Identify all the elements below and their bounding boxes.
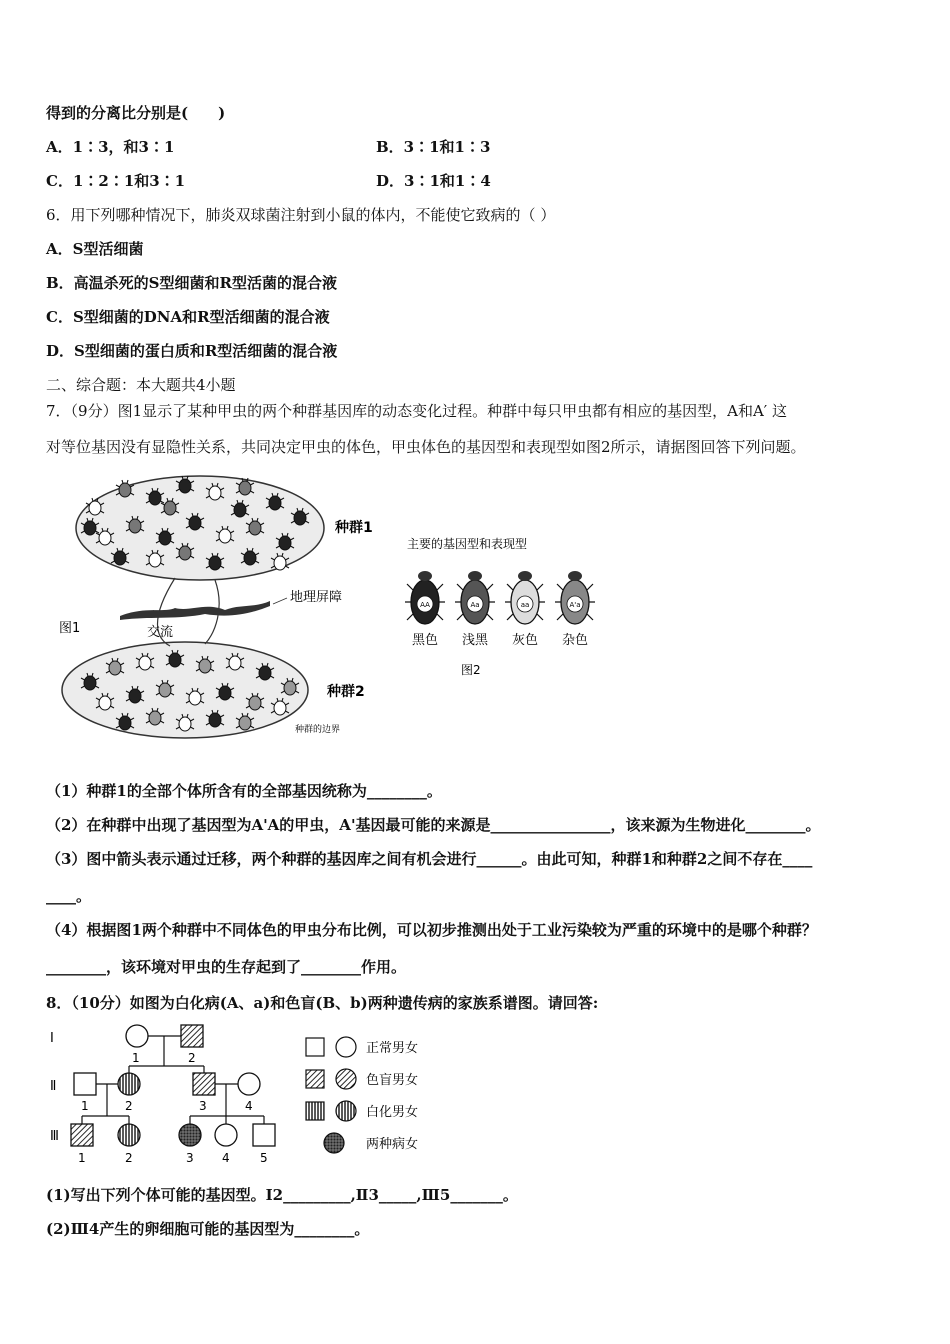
num-II2: 2 <box>125 1099 133 1113</box>
num-III4: 4 <box>222 1151 230 1165</box>
genotype-beetle-4 <box>555 571 595 648</box>
q6-option-b: B．高温杀死的S型细菌和R型活菌的混合液 <box>46 274 337 292</box>
num-II3: 3 <box>199 1099 207 1113</box>
q7-part1: （1）种群1的全部个体所含有的全部基因统称为________。 <box>46 782 442 800</box>
legend-albino-label: 白化男女 <box>366 1105 419 1120</box>
legend-both-label: 两种病女 <box>366 1137 419 1152</box>
q6-option-d: D．S型细菌的蛋白质和R型活细菌的混合液 <box>46 342 338 360</box>
q7-part4-line2: ________，该环境对甲虫的生存起到了________作用。 <box>46 958 407 976</box>
I2-male-colorblind <box>181 1025 203 1047</box>
num-I1: 1 <box>132 1051 140 1065</box>
generation-2-label: Ⅱ <box>50 1079 57 1094</box>
III5-male-normal <box>253 1124 275 1146</box>
population-1-ellipse <box>76 476 324 580</box>
III1-male-colorblind <box>71 1124 93 1146</box>
num-III5: 5 <box>260 1151 268 1165</box>
legend-normal-female <box>336 1037 356 1057</box>
q6-option-a: A．S型活细菌 <box>46 240 144 258</box>
figure-2-title: 主要的基因型和表现型 <box>407 537 528 551</box>
q5-option-c: C．1∶2∶1和3∶1 <box>46 172 186 190</box>
q7-part3-line1: （3）图中箭头表示通过迁移，两个种群的基因库之间有机会进行______。由此可知，种群1和种群2之间不存在____ <box>46 850 813 868</box>
phenotype-label: 黑色 <box>411 633 439 648</box>
legend-both-female <box>324 1133 344 1153</box>
section-heading: 二、综合题：本大题共4小题 <box>46 376 236 394</box>
num-III1: 1 <box>78 1151 86 1165</box>
figure-1-caption: 图1 <box>59 621 81 636</box>
num-II4: 4 <box>245 1099 253 1113</box>
exchange-label: 交流 <box>147 625 174 640</box>
q5-option-b: B．3∶1和1∶3 <box>376 138 491 156</box>
q7-stem-line1: 7．（9分）图1显示了某种甲虫的两个种群基因库的动态变化过程。种群中每只甲虫都有相应的基因型，A和A′ 这 <box>46 402 787 420</box>
barrier-label: 地理屏障 <box>290 590 343 605</box>
legend-albino-female <box>336 1101 356 1121</box>
q8-stem: 8．（10分）如图为白化病(A、a)和色盲(B、b)两种遗传病的家族系谱图。请回答: <box>46 994 599 1012</box>
figure-2-genotypes <box>395 530 610 680</box>
III2-female-albino <box>118 1124 140 1146</box>
boundary-label: 种群的边界 <box>295 725 341 735</box>
population-2-label: 种群2 <box>327 684 365 700</box>
genotype-label: aa <box>520 601 530 609</box>
genotype-beetle-3 <box>505 571 545 648</box>
II3-male-colorblind <box>193 1073 215 1095</box>
genotype-beetle-1 <box>405 571 445 648</box>
q5-option-a: A．1∶3，和3∶1 <box>46 138 175 156</box>
legend-albino-male <box>306 1102 324 1120</box>
q8-part1: (1)写出下列个体可能的基因型。Ⅰ2_________,Ⅱ3_____,Ⅲ5_______。 <box>46 1186 518 1204</box>
II2-female-albino <box>118 1073 140 1095</box>
num-III2: 2 <box>125 1151 133 1165</box>
figure-1-gene-pools <box>55 468 390 748</box>
legend-normal-label: 正常男女 <box>366 1041 419 1056</box>
legend-normal-male <box>306 1038 324 1056</box>
I1-female-normal <box>126 1025 148 1047</box>
generation-1-label: Ⅰ <box>50 1031 54 1046</box>
num-III3: 3 <box>186 1151 194 1165</box>
II1-male-normal <box>74 1073 96 1095</box>
III4-female-normal <box>215 1124 237 1146</box>
population-1-label: 种群1 <box>335 520 373 536</box>
phenotype-label: 杂色 <box>561 633 589 648</box>
legend-colorblind-label: 色盲男女 <box>366 1073 419 1088</box>
genotype-label: Aa <box>470 601 480 609</box>
num-II1: 1 <box>81 1099 89 1113</box>
genotype-label: AA <box>420 601 430 609</box>
geographic-barrier <box>120 601 270 620</box>
legend-colorblind-male <box>306 1070 324 1088</box>
pedigree-chart <box>44 1020 444 1170</box>
genotype-label: A'a <box>569 601 581 609</box>
q7-stem-line2: 对等位基因没有显隐性关系，共同决定甲虫的体色，甲虫体色的基因型和表现型如图2所示，请据图回答下列问题。 <box>46 438 806 456</box>
legend-colorblind-female <box>336 1069 356 1089</box>
generation-3-label: Ⅲ <box>50 1129 59 1144</box>
q5-stem: 得到的分离比分别是( ) <box>46 104 226 122</box>
II4-female-normal <box>238 1073 260 1095</box>
num-I2: 2 <box>188 1051 196 1065</box>
figure-2-caption: 图2 <box>461 663 481 677</box>
q8-part2: (2)Ⅲ4产生的卵细胞可能的基因型为________。 <box>46 1220 370 1238</box>
q7-part3-line2: ____。 <box>46 887 92 905</box>
genotype-beetle-2 <box>455 571 495 648</box>
q6-option-c: C．S型细菌的DNA和R型活细菌的混合液 <box>46 308 330 326</box>
phenotype-label: 灰色 <box>511 633 539 648</box>
q7-part4-line1: （4）根据图1两个种群中不同体色的甲虫分布比例，可以初步推测出处于工业污染较为严重的环境中的是哪个种群？ <box>46 921 817 939</box>
III3-female-both <box>179 1124 201 1146</box>
q7-part2: （2）在种群中出现了基因型为A'A的甲虫，A'基因最可能的来源是________________，该来源为生物进化________。 <box>46 816 821 834</box>
phenotype-label: 浅黑 <box>461 633 489 648</box>
q6-stem: 6．用下列哪种情况下，肺炎双球菌注射到小鼠的体内，不能使它致病的（ ） <box>46 206 556 224</box>
q5-option-d: D．3∶1和1∶4 <box>376 172 491 190</box>
